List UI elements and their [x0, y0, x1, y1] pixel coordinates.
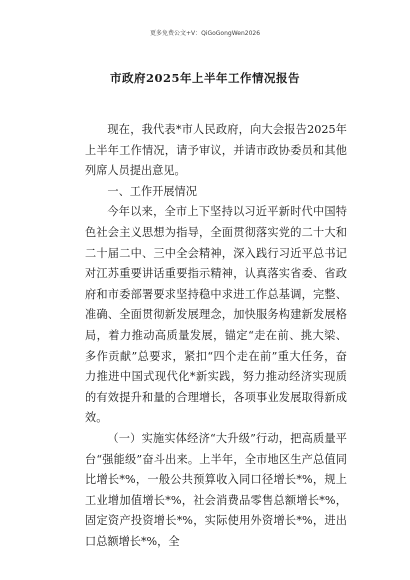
document-title: 市政府2025年上半年工作情况报告: [109, 71, 300, 85]
paragraph-overview: 今年以来，全市上下坚持以习近平新时代中国特色社会主义思想为指导，全面贯彻落实党的二十大和二十届二中、三中全会精神，深入践行习近平总书记对江苏重要讲话重要指示精神，认真落实省委、省政府和市委部署要求坚持稳中求进工作总基调，完整、准确、全面贯彻新发展理念，加快服务构建新发展格局，着力推动高质量发展，锚定“走在前、挑大梁、多作贡献”总要求，紧扣“四个走在前”重大任务，奋力推进中国式现代化*新实践，努力推动经济实现质的有效提升和量的合理增长，各项事业发展取得新成效。: [85, 205, 347, 425]
paragraph-intro: 现在，我代表*市人民政府，向大会报告2025年上半年工作情况，请予审议，并请市政协委员和其他列席人员提出意见。: [85, 123, 347, 178]
header-note: 更多免费公文+V：QiGoGongWen2026: [149, 30, 261, 37]
document-body: [85, 120, 347, 552]
section-heading: 一、工作开展情况: [107, 184, 197, 198]
paragraph-item-1: （一）实施实体经济“大升级”行动，把高质量平台“强能级”奋斗出来。上半年，全市地区生产总值同比增长*%，一般公共预算收入同口径增长*%，规上工业增加值增长*%，社会消费品零售总额增长*%，固定资产投资增长*%，实际使用外资增长*%，进出口总额增长*%，全: [85, 431, 347, 548]
